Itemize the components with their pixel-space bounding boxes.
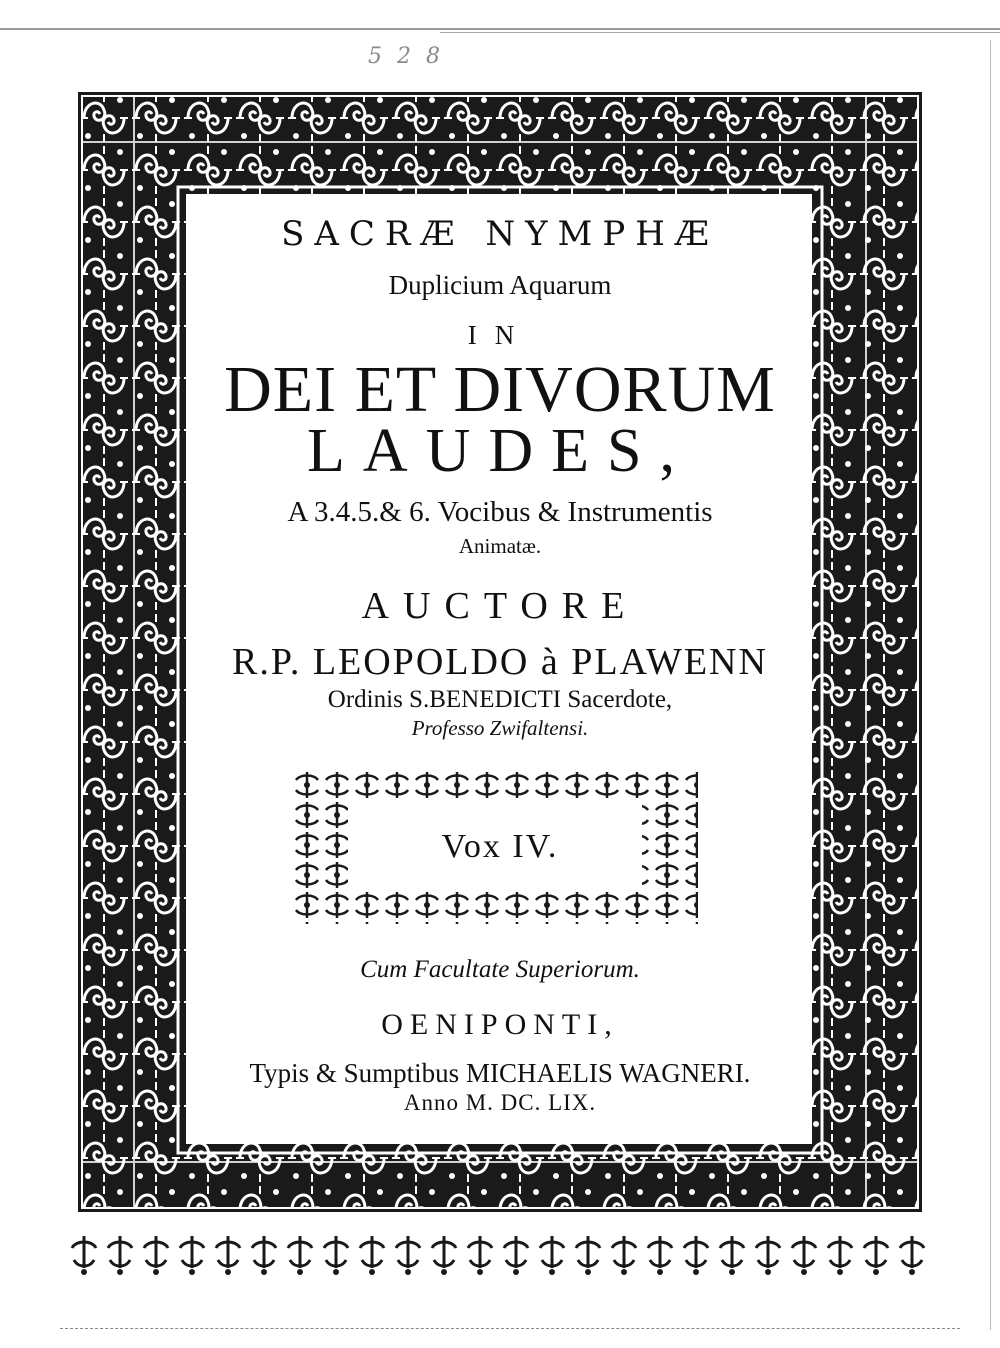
scan-edge-bottom	[60, 1328, 960, 1329]
imprint-year: Anno M. DC. LIX.	[403, 1090, 597, 1115]
scan-edge-top-secondary	[440, 32, 1000, 33]
author-profession: Professo Zwifaltensi.	[411, 716, 589, 740]
pencil-note: 5 2 8	[368, 44, 444, 69]
title-line-duplicium-aquarum: Duplicium Aquarum	[388, 270, 612, 300]
bottom-fringe-ornament	[66, 1232, 934, 1278]
title-line-in: IN	[467, 320, 533, 350]
author-heading: AUCTORE	[361, 585, 639, 627]
title-line-laudes: LAUDES,	[306, 417, 694, 485]
imprint-printer: Typis & Sumptibus MICHAELIS WAGNERI.	[249, 1058, 751, 1088]
title-line-dei-et-divorum: DEI ET DIVORUM	[224, 353, 776, 426]
title-line-sacrae-nymphae: SACRÆ NYMPHÆ	[281, 214, 719, 254]
subtitle-vocibus: A 3.4.5.& 6. Vocibus & Instrumentis	[287, 496, 713, 528]
voice-part-label: Vox IV.	[441, 828, 559, 865]
author-name: R.P. LEOPOLDO à PLAWENN	[232, 641, 768, 683]
license-line: Cum Facultate Superiorum.	[360, 956, 640, 983]
scan-edge-top	[0, 28, 1000, 30]
subtitle-animatae: Animatæ.	[458, 534, 542, 558]
author-order: Ordinis S.BENEDICTI Sacerdote,	[327, 686, 673, 713]
imprint-place: OENIPONTI,	[381, 1008, 619, 1041]
